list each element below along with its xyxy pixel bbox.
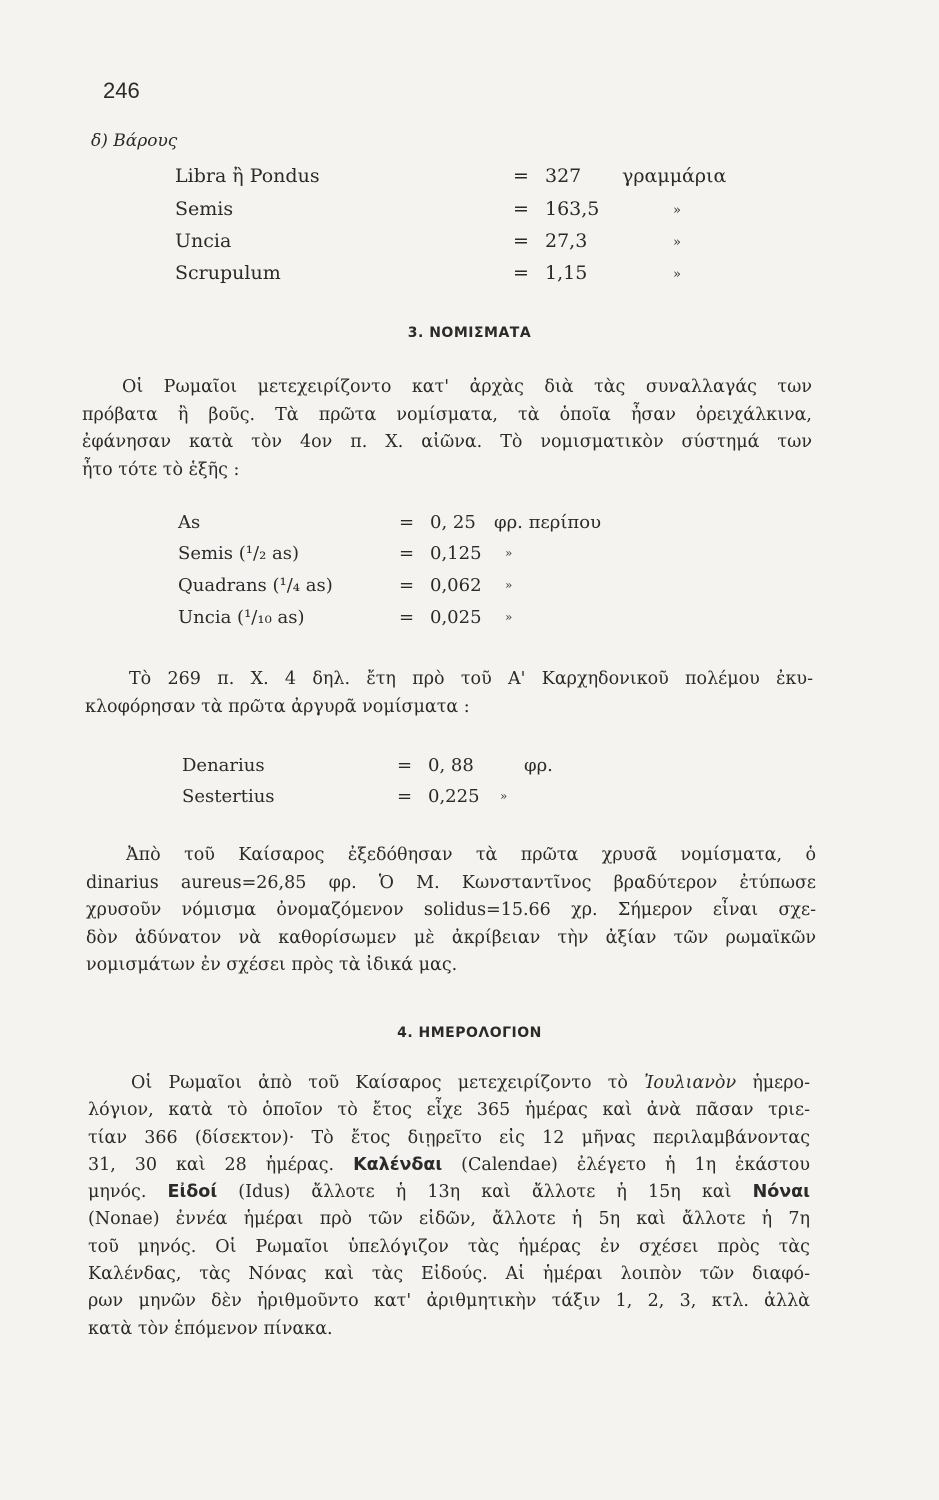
weight-row bbox=[0, 230, 939, 254]
coin-eq: = bbox=[397, 786, 413, 807]
text-line: πρόβατα ἢ βοῦς. Τὰ πρῶτα νομίσματα, τὰ ὁποῖα ἦσαν ὀρειχάλκινα, bbox=[82, 404, 812, 425]
text-line: τοῦ μηνός. Οἱ Ρωμαῖοι ὑπελόγιζον τὰς ἡμέρας ἐν σχέσει πρὸς τὰς bbox=[88, 1236, 810, 1257]
weight-value: 163,5 bbox=[545, 198, 600, 220]
text-line: λόγιον, κατὰ τὸ ὁποῖον τὸ ἔτος εἶχε 365 ἡμέρας καὶ ἀνὰ πᾶσαν τριε- bbox=[88, 1100, 810, 1121]
bold-term: Καλένδαι bbox=[353, 1154, 443, 1175]
coin-name: Semis (¹/₂ as) bbox=[178, 543, 299, 564]
page-number: 246 bbox=[103, 78, 140, 103]
weight-row bbox=[0, 198, 939, 222]
text-line: ἦτο τότε τὸ ἑξῆς : bbox=[82, 459, 240, 480]
text-line bbox=[88, 1179, 810, 1206]
weight-eq: = bbox=[513, 198, 529, 220]
coin-value: 0,062 bbox=[430, 575, 482, 596]
weight-value: 27,3 bbox=[545, 230, 588, 252]
text-line: νομισμάτων ἐν σχέσει πρὸς τὰ ἰδικά μας. bbox=[86, 955, 458, 975]
coins-paragraph bbox=[82, 374, 812, 484]
coin-unit: φρ. περίπου bbox=[494, 512, 602, 533]
text-line: Τὸ 269 π. Χ. 4 δηλ. ἔτη πρὸ τοῦ Α' Καρχηδονικοῦ πολέμου ἐκυ- bbox=[129, 669, 813, 689]
weight-value: 1,15 bbox=[545, 262, 588, 284]
weight-eq: = bbox=[513, 165, 529, 187]
italic-term: Ἰουλιανὸν bbox=[644, 1073, 737, 1093]
bold-term: Εἰδοί bbox=[167, 1182, 218, 1203]
coin-eq: = bbox=[399, 575, 415, 596]
calendar-paragraph bbox=[88, 1070, 810, 1343]
coin-unit: » bbox=[505, 546, 513, 560]
text-line: ἐφάνησαν κατὰ τὸν 4ον π. Χ. αἰῶνα. Τὸ νομισματικὸν σύστημά των bbox=[82, 432, 812, 452]
text-line: Καλένδας, τὰς Νόνας καὶ τὰς Εἰδούς. Αἱ ἡμέραι λοιπὸν τῶν διαφό- bbox=[88, 1264, 810, 1285]
coin-name: Sestertius bbox=[182, 786, 275, 807]
coin-unit: » bbox=[505, 610, 513, 624]
weight-value: 327 bbox=[545, 165, 582, 187]
weight-eq: = bbox=[513, 230, 529, 252]
weight-name: Semis bbox=[175, 198, 234, 220]
section-heading-calendar: 4. ΗΜΕΡΟΛΟΓΙΟΝ bbox=[397, 1025, 542, 1041]
coin-name: Denarius bbox=[182, 755, 265, 776]
coin-eq: = bbox=[399, 512, 415, 533]
text-run: ἡμερο- bbox=[736, 1073, 810, 1093]
text-line: ρων μηνῶν δὲν ἠριθμοῦντο κατ' ἀριθμητικὴν τάξιν 1, 2, 3, κτλ. ἀλλὰ bbox=[88, 1291, 810, 1312]
text-line: (Nonae) ἐννέα ἡμέραι πρὸ τῶν εἰδῶν, ἄλλοτε ἡ 5η καὶ ἄλλοτε ἡ 7η bbox=[88, 1209, 810, 1230]
coin-value: 0,225 bbox=[428, 786, 480, 807]
text-line: δὸν ἀδύνατον νὰ καθορίσωμεν μὲ ἀκρίβειαν τὴν ἀξίαν τῶν ρωμαϊκῶν bbox=[86, 927, 816, 948]
text-run: μηνός. bbox=[88, 1182, 168, 1203]
weight-unit: γραμμάρια bbox=[622, 165, 727, 187]
text-line: κατὰ τὸν ἑπόμενον πίνακα. bbox=[88, 1318, 333, 1339]
coin-value: 0,125 bbox=[430, 543, 482, 564]
coin-eq: = bbox=[397, 755, 413, 776]
coin-unit: » bbox=[505, 578, 513, 592]
bold-term: Νόναι bbox=[752, 1182, 810, 1203]
coin-name: As bbox=[178, 512, 201, 533]
weight-unit: » bbox=[673, 235, 681, 250]
coin-value: 0, 25 bbox=[430, 512, 476, 533]
section-heading-coins: 3. ΝΟΜΙΣΜΑΤΑ bbox=[407, 325, 532, 341]
weight-unit: » bbox=[673, 267, 681, 282]
text-line: dinarius aureus=26,85 φρ. Ὁ Μ. Κωνσταντῖνος βραδύτερον ἐτύπωσε bbox=[86, 872, 816, 893]
weights-heading: δ) Βάρους bbox=[91, 131, 178, 151]
weight-name: Libra ἢ Pondus bbox=[175, 165, 320, 187]
coin-unit: φρ. bbox=[524, 755, 553, 776]
coin-eq: = bbox=[399, 543, 415, 564]
coin-name: Uncia (¹/₁₀ as) bbox=[178, 607, 305, 628]
text-line: χρυσοῦν νόμισμα ὀνομαζόμενον solidus=15.66 χρ. Σήμερον εἶναι σχε- bbox=[86, 900, 816, 920]
weight-name: Uncia bbox=[175, 230, 232, 252]
coin-value: 0, 88 bbox=[428, 755, 474, 776]
weight-unit: » bbox=[673, 203, 681, 218]
weight-eq: = bbox=[513, 262, 529, 284]
text-line: Οἱ Ρωμαῖοι μετεχειρίζοντο κατ' ἀρχὰς διὰ τὰς συναλλαγάς των bbox=[122, 377, 812, 397]
coin-unit: » bbox=[500, 789, 508, 803]
weight-row bbox=[0, 262, 939, 286]
text-line: κλοφόρησαν τὰ πρῶτα ἀργυρᾶ νομίσματα : bbox=[85, 696, 470, 717]
weight-row bbox=[0, 165, 939, 189]
text-line bbox=[88, 1070, 810, 1097]
weight-name: Scrupulum bbox=[175, 262, 281, 284]
text-line bbox=[88, 1152, 810, 1179]
gold-coins-paragraph bbox=[86, 842, 816, 980]
text-line: Ἀπὸ τοῦ Καίσαρος ἐξεδόθησαν τὰ πρῶτα χρυσᾶ νομίσματα, ὁ bbox=[126, 845, 816, 865]
text-run: (Idus) ἄλλοτε ἡ 13η καὶ ἄλλοτε ἡ 15η καὶ bbox=[217, 1182, 753, 1203]
coin-name: Quadrans (¹/₄ as) bbox=[178, 575, 333, 596]
text-run: (Calendae) ἐλέγετο ἡ 1η ἑκάστου bbox=[442, 1154, 810, 1175]
text-run: 31, 30 καὶ 28 ἡμέρας. bbox=[88, 1154, 335, 1175]
coin-value: 0,025 bbox=[430, 607, 482, 628]
coin-eq: = bbox=[399, 607, 415, 628]
text-run: Οἱ Ρωμαῖοι ἀπὸ τοῦ Καίσαρος μετεχειρίζοντο τὸ bbox=[131, 1073, 645, 1093]
silver-coins-paragraph bbox=[85, 666, 813, 721]
text-line: τίαν 366 (δίσεκτον)· Τὸ ἔτος διῃρεῖτο εἰς 12 μῆνας περιλαμβάνοντας bbox=[88, 1127, 810, 1148]
